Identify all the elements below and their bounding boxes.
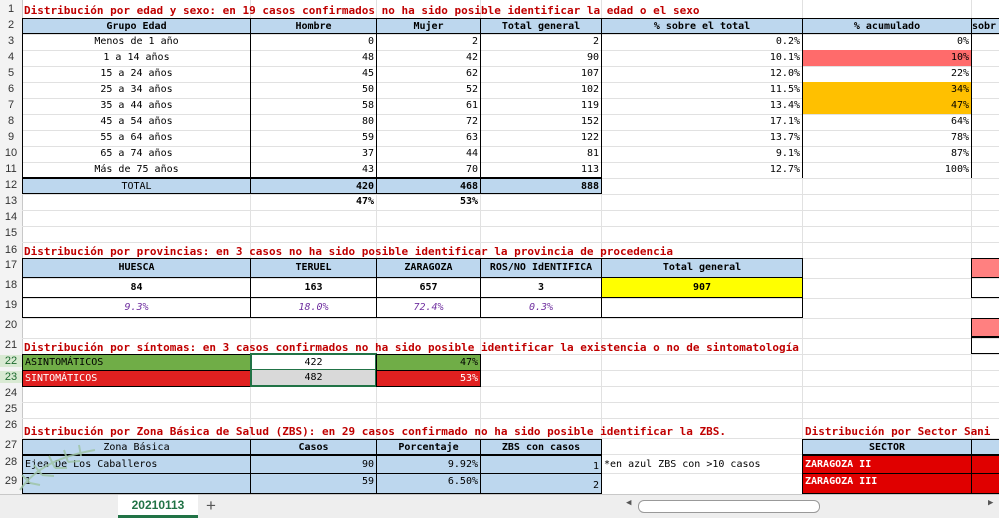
- horizontal-scrollbar[interactable]: [638, 500, 820, 513]
- empty-cell[interactable]: [971, 277, 999, 298]
- row-number[interactable]: 3: [7, 35, 15, 47]
- total-label: TOTAL: [22, 178, 251, 194]
- zbs-header-porcentaje: Porcentaje: [376, 439, 481, 455]
- row-number[interactable]: 23: [0, 371, 22, 383]
- prov-header-total: Total general: [601, 258, 803, 278]
- row-number[interactable]: 25: [4, 403, 18, 415]
- total-value: 102: [480, 82, 602, 98]
- pct-acumulado-value: 78%: [802, 130, 972, 146]
- mujer-value: 70: [376, 162, 481, 178]
- age-group: 65 a 74 años: [22, 146, 251, 162]
- total-value: 107: [480, 66, 602, 82]
- total-value: 113: [480, 162, 602, 178]
- pink-cell[interactable]: [971, 318, 999, 337]
- row-number[interactable]: 13: [4, 195, 18, 207]
- hombre-value: 37: [250, 146, 377, 162]
- sector-header-extra: [971, 439, 999, 455]
- row-number[interactable]: 28: [4, 456, 18, 468]
- mujer-value: 42: [376, 50, 481, 66]
- pct-total-value: 9.1%: [601, 146, 803, 162]
- total-hombre: 420: [250, 178, 377, 194]
- pct-acumulado-value: 100%: [802, 162, 972, 178]
- prov-header-teruel: TERUEL: [250, 258, 377, 278]
- col-header-sobr: sobr: [971, 18, 999, 34]
- gridline: [22, 242, 999, 243]
- prov-pct-no-identifica: 0.3%: [480, 297, 602, 318]
- gridline: [22, 418, 999, 419]
- prov-value-huesca: 84: [22, 277, 251, 298]
- pct-acumulado-value: 34%: [802, 82, 972, 98]
- col-header-mujer: Mujer: [376, 18, 481, 34]
- zbs-row-porcentaje: 9.92%: [376, 455, 481, 474]
- sector-section-title: Distribución por Sector Sani: [805, 425, 991, 438]
- pct-total-value: 13.7%: [601, 130, 803, 146]
- sector-row: ZARAGOZA III: [802, 473, 972, 494]
- row-number[interactable]: 8: [7, 115, 15, 127]
- age-group: Más de 75 años: [22, 162, 251, 178]
- total-value: 119: [480, 98, 602, 114]
- row-number[interactable]: 19: [4, 299, 18, 311]
- sector-header: SECTOR: [802, 439, 972, 455]
- age-group: 15 a 24 años: [22, 66, 251, 82]
- gridline: [22, 338, 999, 339]
- hombre-value: 43: [250, 162, 377, 178]
- pct-mujer: 53%: [459, 196, 478, 207]
- prov-header-zaragoza: ZARAGOZA: [376, 258, 481, 278]
- age-group: 25 a 34 años: [22, 82, 251, 98]
- prov-value-total: 907: [601, 277, 803, 298]
- zbs-header-con-casos: ZBS con casos: [480, 439, 602, 455]
- pct-acumulado-value: 47%: [802, 98, 972, 114]
- row-number[interactable]: 24: [4, 387, 18, 399]
- row-number[interactable]: 26: [4, 419, 18, 431]
- sheet-tab[interactable]: 20210113: [118, 495, 198, 518]
- age-group: Menos de 1 año: [22, 34, 251, 50]
- row-number[interactable]: 6: [7, 83, 15, 95]
- row-number[interactable]: 17: [4, 259, 18, 271]
- zbs-header-casos: Casos: [250, 439, 377, 455]
- zbs-row-porcentaje: 6.50%: [376, 473, 481, 494]
- age-group: 1 a 14 años: [22, 50, 251, 66]
- prov-header-huesca: HUESCA: [22, 258, 251, 278]
- pct-total-value: 17.1%: [601, 114, 803, 130]
- total-mujer: 468: [376, 178, 481, 194]
- mujer-value: 61: [376, 98, 481, 114]
- total-value: 81: [480, 146, 602, 162]
- row-number[interactable]: 5: [7, 67, 15, 79]
- scroll-left-icon[interactable]: ◀: [626, 498, 632, 508]
- sector-row-extra: [971, 473, 999, 494]
- row-number[interactable]: 21: [4, 339, 18, 351]
- row-number[interactable]: 4: [7, 51, 15, 63]
- sintomaticos-count[interactable]: 482: [250, 370, 377, 387]
- sector-row: ZARAGOZA II: [802, 455, 972, 474]
- row-number[interactable]: 7: [7, 99, 15, 111]
- age-section-title: Distribución por edad y sexo: en 19 casos confirmados no ha sido posible identificar la edad o el sexo: [24, 4, 700, 17]
- sint-section-title: Distribución por síntomas: en 3 casos confirmados no ha sido posible identificar la existencia o no de sintomatología: [24, 341, 799, 354]
- row-header-column: [0, 0, 23, 494]
- hombre-value: 0: [250, 34, 377, 50]
- hombre-value: 48: [250, 50, 377, 66]
- prov-pct-zaragoza: 72.4%: [376, 297, 481, 318]
- mujer-value: 52: [376, 82, 481, 98]
- hombre-value: 45: [250, 66, 377, 82]
- scroll-right-icon[interactable]: ▶: [988, 498, 994, 508]
- zbs-row-zona: 1: [22, 473, 251, 494]
- watermark-logo: [0, 428, 140, 498]
- row-number[interactable]: 14: [4, 211, 18, 223]
- row-number[interactable]: 20: [4, 319, 18, 331]
- hombre-value: 50: [250, 82, 377, 98]
- col-header-hombre: Hombre: [250, 18, 377, 34]
- total-value: 2: [480, 34, 602, 50]
- sector-row-extra: [971, 455, 999, 474]
- mujer-value: 44: [376, 146, 481, 162]
- empty-cell[interactable]: [971, 337, 999, 354]
- row-number[interactable]: 9: [7, 131, 15, 143]
- prov-header-no-identifica: ROS/NO IdENTIFICA: [480, 258, 602, 278]
- prov-pct-teruel: 18.0%: [250, 297, 377, 318]
- row-number[interactable]: 1: [7, 3, 15, 15]
- row-number[interactable]: 29: [4, 475, 18, 487]
- row-number[interactable]: 22: [0, 355, 22, 367]
- prov-value-no-identifica: 3: [480, 277, 602, 298]
- prov-pct-huesca: 9.3%: [22, 297, 251, 318]
- zbs-row-casos: 90: [250, 455, 377, 474]
- pct-total-value: 10.1%: [601, 50, 803, 66]
- age-group: 45 a 54 años: [22, 114, 251, 130]
- row-number[interactable]: 15: [4, 227, 18, 239]
- row-number[interactable]: 2: [7, 19, 15, 31]
- row-number[interactable]: 27: [4, 439, 18, 451]
- total-value: 122: [480, 130, 602, 146]
- pct-total-value: 11.5%: [601, 82, 803, 98]
- pct-acumulado-value: 22%: [802, 66, 972, 82]
- sintomaticos-pct: 53%: [376, 370, 481, 387]
- pct-total-value: 0.2%: [601, 34, 803, 50]
- asintomaticos-label: ASINTOMÁTICOS: [22, 354, 251, 371]
- zbs-row-con-casos: 1: [480, 455, 602, 474]
- zbs-row-con-casos: 2: [480, 473, 602, 494]
- row-number[interactable]: 11: [5, 163, 17, 175]
- asintomaticos-pct: 47%: [376, 354, 481, 371]
- hombre-value: 80: [250, 114, 377, 130]
- mujer-value: 63: [376, 130, 481, 146]
- mujer-value: 2: [376, 34, 481, 50]
- gridline: [22, 226, 999, 227]
- add-sheet-button[interactable]: +: [206, 496, 216, 515]
- zbs-row-zona: Ejea De Los Caballeros: [22, 455, 251, 474]
- zbs-note: *en azul ZBS con >10 casos: [604, 459, 761, 470]
- total-general: 888: [480, 178, 602, 194]
- row-number[interactable]: 16: [4, 244, 18, 256]
- row-number[interactable]: 18: [4, 279, 18, 291]
- pct-acumulado-value: 64%: [802, 114, 972, 130]
- zbs-header-zona: Zona Básica: [22, 439, 251, 455]
- col-header-total-general: Total general: [480, 18, 602, 34]
- spreadsheet-grid[interactable]: [22, 0, 999, 494]
- age-group: 55 a 64 años: [22, 130, 251, 146]
- row-number[interactable]: 10: [4, 147, 18, 159]
- total-value: 90: [480, 50, 602, 66]
- row-number[interactable]: 12: [4, 179, 18, 191]
- pct-total-value: 12.0%: [601, 66, 803, 82]
- pct-total-value: 12.7%: [601, 162, 803, 178]
- pink-cell[interactable]: [971, 258, 999, 278]
- pct-hombre: 47%: [355, 196, 374, 207]
- pct-acumulado-value: 87%: [802, 146, 972, 162]
- hombre-value: 58: [250, 98, 377, 114]
- prov-pct-total-empty: [601, 297, 803, 318]
- total-value: 152: [480, 114, 602, 130]
- gridline: [22, 210, 999, 211]
- sheet-tab-bar: [0, 494, 999, 518]
- prov-value-teruel: 163: [250, 277, 377, 298]
- pct-acumulado-value: 10%: [802, 50, 972, 66]
- hombre-value: 59: [250, 130, 377, 146]
- pct-acumulado-value: 0%: [802, 34, 972, 50]
- mujer-value: 62: [376, 66, 481, 82]
- col-header-pct-total: % sobre el total: [601, 18, 803, 34]
- zbs-section-title: Distribución por Zona Básica de Salud (ZBS): en 29 casos confirmado no ha sido posible identificar la ZBS.: [24, 425, 726, 438]
- asintomaticos-count[interactable]: 422: [250, 353, 377, 371]
- gridline: [22, 318, 999, 319]
- zbs-row-casos: 59: [250, 473, 377, 494]
- prov-value-zaragoza: 657: [376, 277, 481, 298]
- prov-section-title: Distribución por provincias: en 3 casos no ha sido posible identificar la provincia de procedencia: [24, 245, 674, 258]
- age-group: 35 a 44 años: [22, 98, 251, 114]
- mujer-value: 72: [376, 114, 481, 130]
- gridline: [22, 194, 999, 195]
- sintomaticos-label: SINTOMÁTICOS: [22, 370, 251, 387]
- pct-total-value: 13.4%: [601, 98, 803, 114]
- gridline: [22, 402, 999, 403]
- col-header-pct-acumulado: % acumulado: [802, 18, 972, 34]
- col-header-grupo-edad: Grupo Edad: [22, 18, 251, 34]
